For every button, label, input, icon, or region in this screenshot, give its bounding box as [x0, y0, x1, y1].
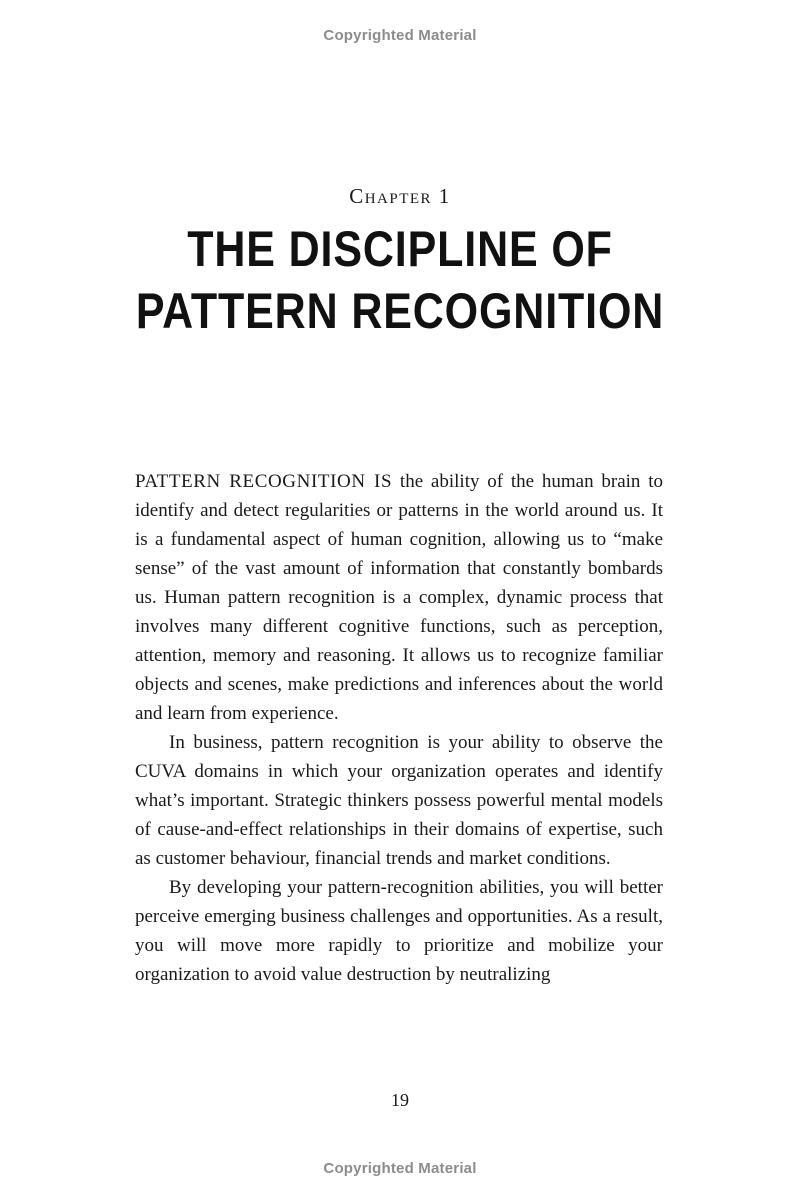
- chapter-title-line-1: THE DISCIPLINE OF: [187, 221, 613, 277]
- copyright-watermark-bottom: Copyrighted Material: [323, 1160, 477, 1177]
- chapter-title-line-2: PATTERN RECOGNITION: [135, 283, 665, 339]
- chapter-label: Chapter 1: [349, 184, 451, 208]
- chapter-title: [56, 218, 744, 342]
- page-number: 19: [391, 1090, 409, 1110]
- paragraph-1: [135, 467, 663, 728]
- copyright-watermark-top: Copyrighted Material: [323, 27, 477, 44]
- paragraph-3: By developing your pattern-recognition abilities, you will better perceive emerging business challenges and opportunities. As a result, you will move more rapidly to prioritize and mobilize your organization to avoid value destruction by neutralizing: [135, 877, 663, 985]
- paragraph-lead-caps: PATTERN RECOGNITION IS: [135, 471, 393, 492]
- paragraph-1-text: the ability of the human brain to identify and detect regularities or patterns in the world around us. It is a fundamental aspect of human cognition, allowing us to “make sense” of the vast amount of information that constantly bombards us. Human pattern recognition is a complex, dynamic process that involves many different cognitive functions, such as perception, attention, memory and reasoning. It allows us to recognize familiar objects and scenes, make predictions and inferences about the world and learn from experience.: [135, 471, 663, 724]
- paragraph-2: In business, pattern recognition is your ability to observe the CUVA domains in which your organization operates and identify what’s important. Strategic thinkers possess powerful mental models of cause-and-effect relationships in their domains of expertise, such as customer behaviour, financial trends and market conditions.: [135, 732, 663, 869]
- body-text: [135, 467, 663, 989]
